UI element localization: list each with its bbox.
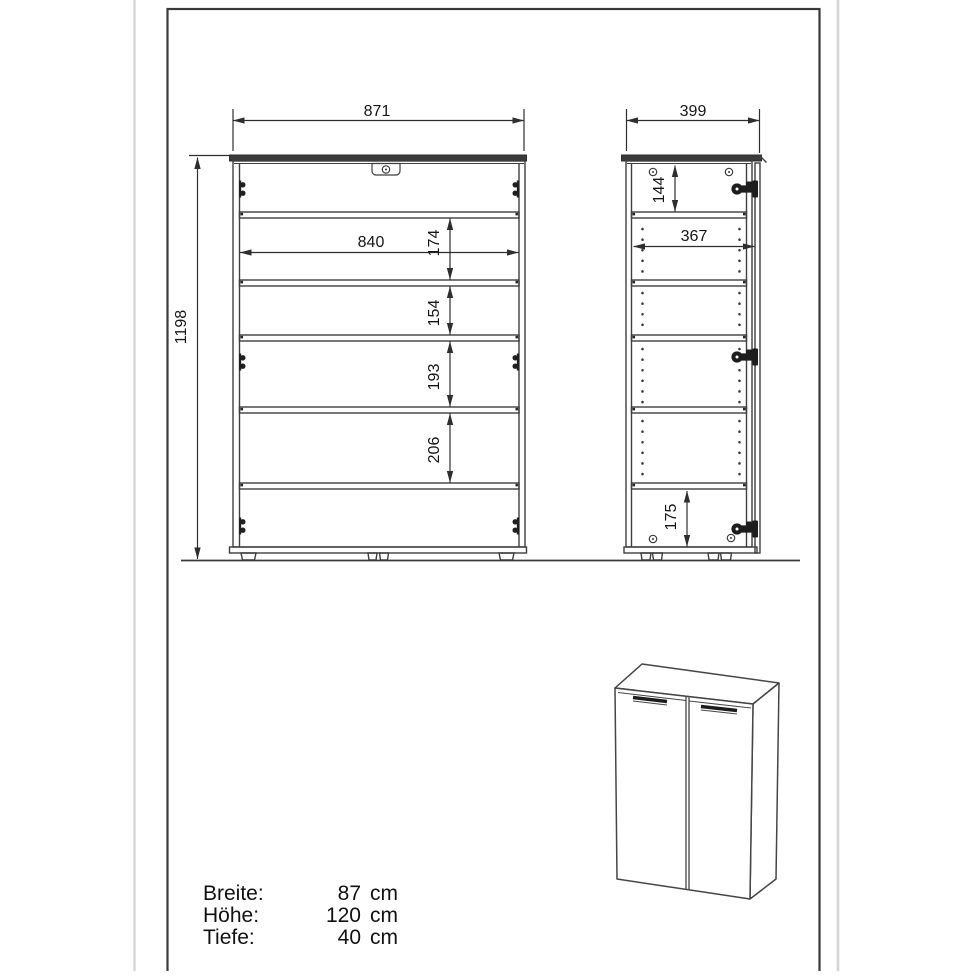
shelves-front xyxy=(240,212,520,489)
spec-unit: cm xyxy=(370,926,398,949)
dim-gap-3: 193 xyxy=(426,363,443,391)
screw-icon xyxy=(727,534,734,541)
shelf-pins-side xyxy=(633,213,746,487)
dim-gap-1: 174 xyxy=(426,229,443,257)
dimensions xyxy=(189,109,760,559)
spec-value: 40 xyxy=(337,926,361,949)
dim-gap-4: 206 xyxy=(426,436,443,464)
dim-width-front: 871 xyxy=(363,103,391,120)
spec-label: Höhe: xyxy=(203,904,260,927)
screw-icon xyxy=(382,166,389,173)
spec-label: Tiefe: xyxy=(203,926,255,949)
perspective-view xyxy=(615,664,779,899)
feet-side xyxy=(641,553,732,560)
front-view xyxy=(230,155,527,560)
spec-unit: cm xyxy=(370,904,398,927)
dimension-labels xyxy=(173,103,707,530)
spec-label: Breite: xyxy=(203,882,264,905)
spec-row-tiefe xyxy=(203,927,398,949)
dim-depth-side: 399 xyxy=(679,103,707,120)
dim-bottom-gap-side: 175 xyxy=(663,503,680,531)
spec-value: 120 xyxy=(325,904,361,927)
screw-icon xyxy=(725,168,732,175)
feet-front xyxy=(241,553,514,560)
pin-hole-rows xyxy=(643,229,740,478)
spec-row-hoehe xyxy=(203,905,398,927)
screw-icon xyxy=(649,535,656,542)
dim-gap-2: 154 xyxy=(426,299,443,327)
spec-row-breite xyxy=(203,883,398,905)
screw-icon xyxy=(649,168,656,175)
dimension-specs xyxy=(203,883,398,949)
side-view xyxy=(622,155,767,560)
shelf-pins-front xyxy=(241,213,519,487)
dim-inner-width: 840 xyxy=(357,234,385,251)
dim-inner-depth: 367 xyxy=(680,228,708,245)
dim-top-gap-side: 144 xyxy=(651,176,668,204)
spec-value: 87 xyxy=(337,882,361,905)
spec-unit: cm xyxy=(370,882,398,905)
dim-height-front: 1198 xyxy=(173,309,190,345)
shelves-side xyxy=(632,212,747,489)
